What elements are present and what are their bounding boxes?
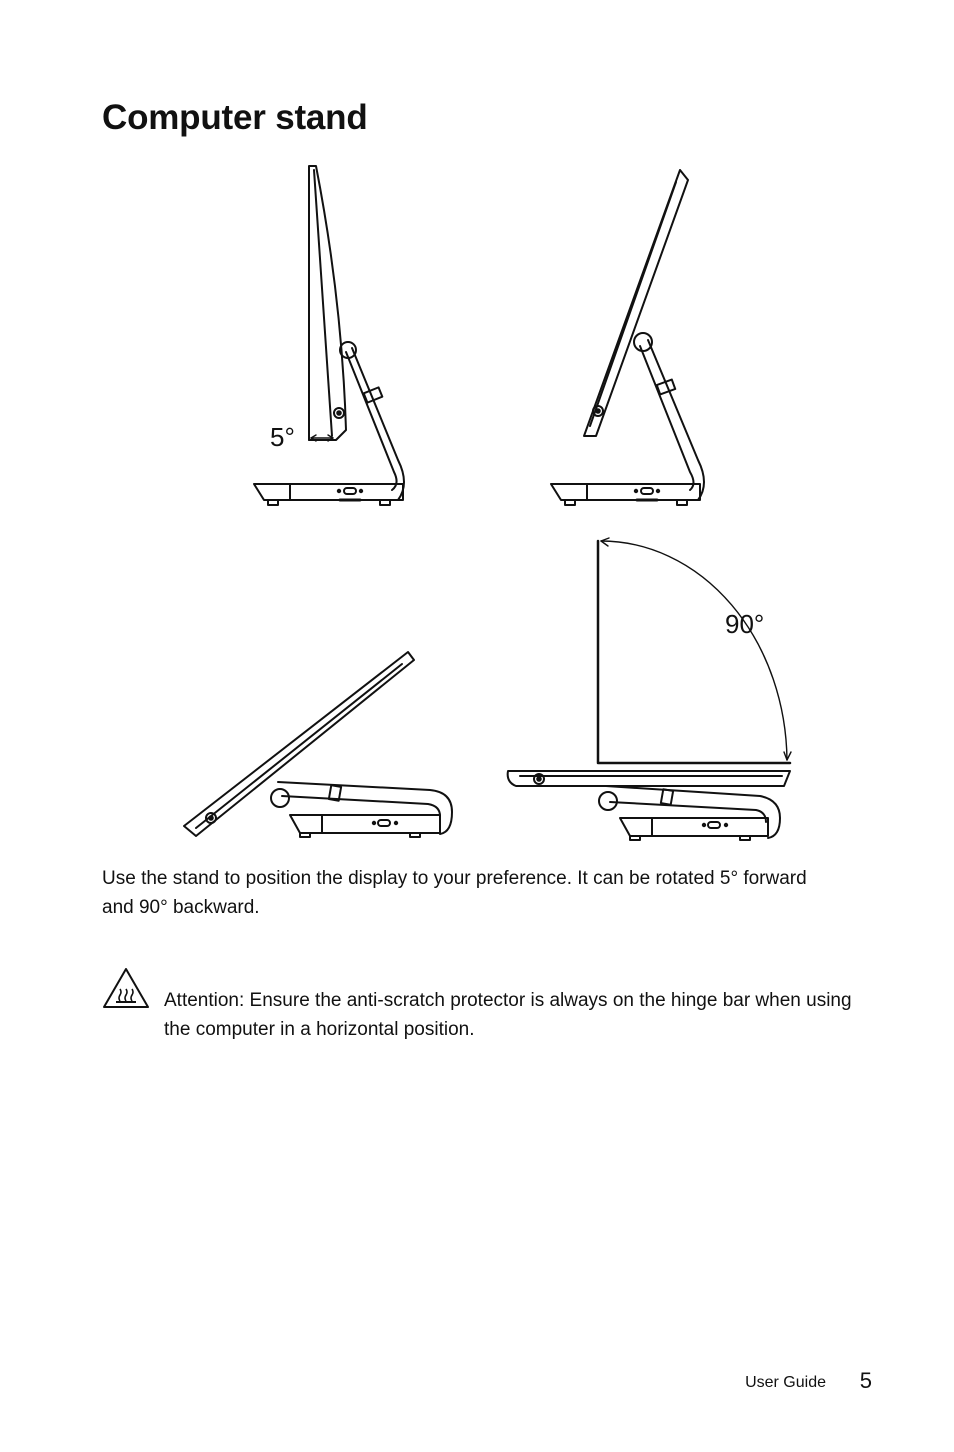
stand-reclined-drawing xyxy=(551,170,704,505)
stand-upright-5deg-drawing xyxy=(254,166,404,505)
footer-document-label: User Guide xyxy=(745,1374,826,1391)
forward-angle-label: 5° xyxy=(270,422,295,452)
stand-horizontal-90deg-drawing xyxy=(508,538,791,840)
page-number: 5 xyxy=(859,1368,872,1393)
stand-description: Use the stand to position the display to your preference. It can be rotated 5° forward and 90° backward. xyxy=(102,868,807,918)
page-title: Computer stand xyxy=(102,98,368,137)
attention-label: Attention: xyxy=(164,990,245,1011)
stand-low-angle-drawing xyxy=(184,652,452,837)
backward-angle-label: 90° xyxy=(725,609,765,639)
hot-surface-warning-icon xyxy=(102,966,150,1010)
attention-text xyxy=(164,986,864,1044)
attention-body: Ensure the anti-scratch protector is always on the hinge bar when using the computer in a horizontal position. xyxy=(164,990,852,1040)
